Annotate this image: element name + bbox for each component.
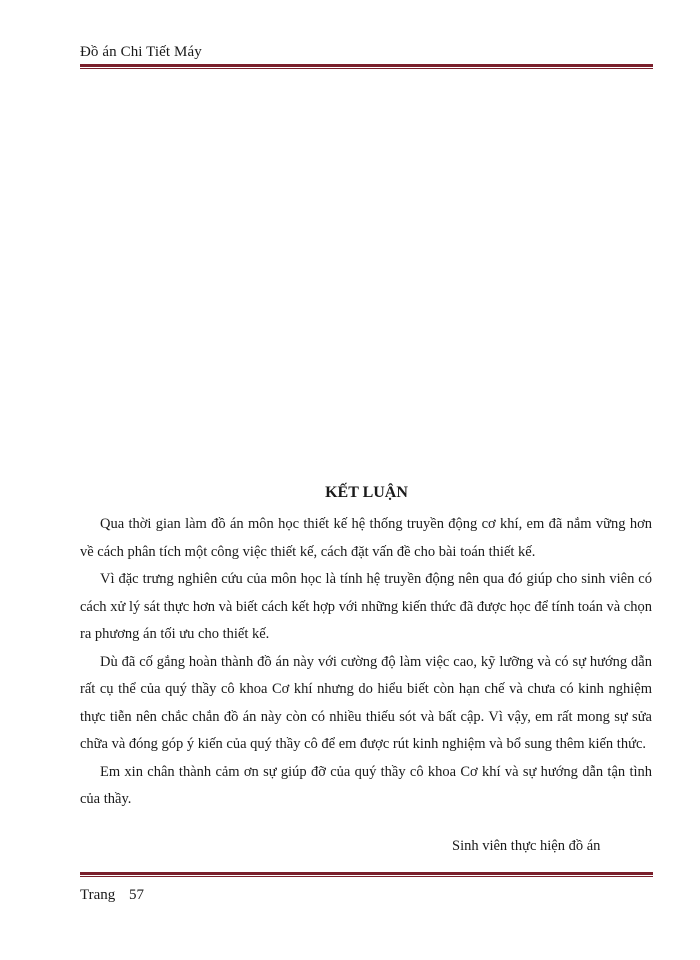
paragraph-4: Em xin chân thành cảm ơn sự giúp đỡ của quý thầy cô khoa Cơ khí và sự hướng dẫn tận tình của thầy. (80, 763, 652, 807)
page-number: 57 (129, 887, 145, 903)
section-title: KẾT LUẬN (325, 484, 408, 501)
paragraph-1: Qua thời gian làm đồ án môn học thiết kế hệ thống truyền động cơ khí, em đã nắm vững hơn về cách phân tích một công việc thiết kế, cách đặt vấn đề cho bài toán thiết kế. (80, 516, 652, 560)
signature-line: Sinh viên thực hiện đồ án (452, 838, 601, 854)
footer-rule (80, 872, 653, 877)
document-body (80, 511, 652, 814)
paragraph-3: Dù đã cố gắng hoàn thành đồ án này với cường độ làm việc cao, kỹ lưỡng và có sự hướng dẫn rất cụ thể của quý thầy cô khoa Cơ khí nhưng do hiểu biết còn hạn chế và chưa có kinh nghiệm thực tiễn nên chắc chắn đồ án này còn có nhiều thiếu sót và bất cập. Vì vậy, em rất mong sự sửa chữa và đóng góp ý kiến của quý thầy cô để em được rút kinh nghiệm và bổ sung thêm kiến thức. (80, 653, 652, 752)
page-footer (80, 887, 144, 904)
paragraph-2: Vì đặc trưng nghiên cứu của môn học là tính hệ truyền động nên qua đó giúp cho sinh viên có cách xử lý sát thực hơn và biết cách kết hợp với những kiến thức đã được học để tính toán và chọn ra phương án tối ưu cho thiết kế. (80, 571, 652, 642)
page-label: Trang (80, 887, 116, 903)
page-header: Đồ án Chi Tiết Máy (80, 44, 202, 60)
header-rule (80, 64, 653, 69)
